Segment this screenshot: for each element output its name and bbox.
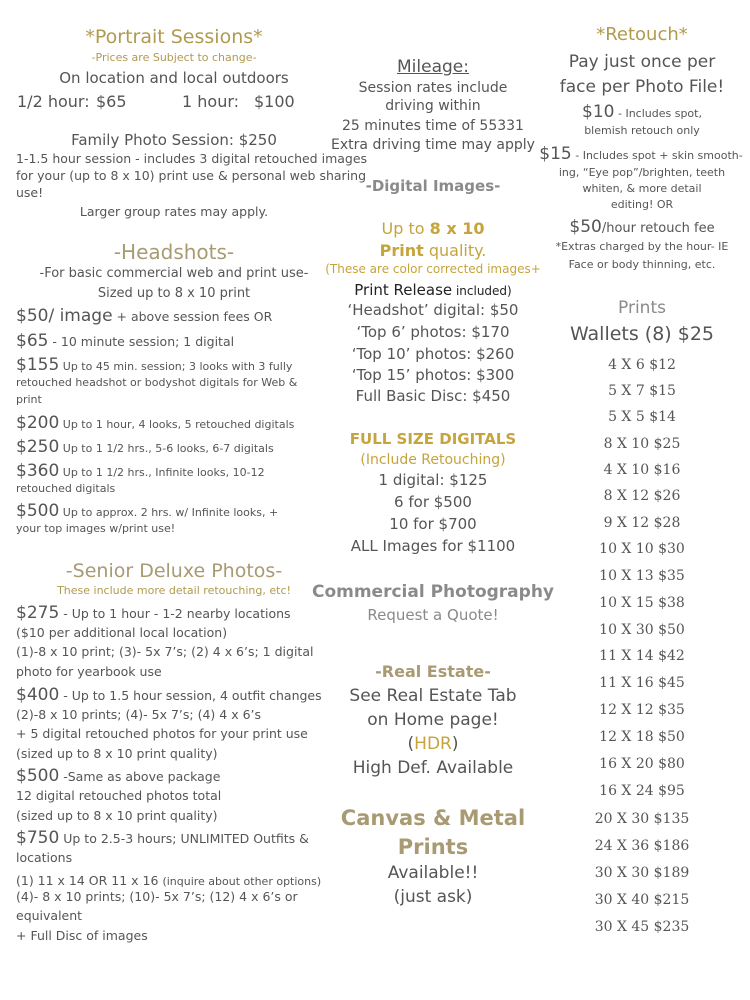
real-estate-line: See Real Estate Tab [349, 686, 517, 706]
senior-line: (sized up to 8 x 10 print quality) [16, 808, 218, 823]
retouch-line: face per Photo File! [559, 77, 725, 97]
hour-price: $100 [254, 92, 295, 111]
full-size-item: 10 for $700 [389, 515, 477, 533]
wallets: Wallets (8) $25 [569, 323, 715, 345]
senior-package: $500 -Same as above package [16, 766, 221, 786]
senior-note: These include more detail retouching, etc! [57, 584, 291, 597]
headshots-title: -Headshots- [113, 240, 235, 264]
print-item: 20 X 30 $135 [594, 811, 690, 827]
digital-item: ‘Top 10’ photos: $260 [351, 345, 515, 363]
commercial-title: Commercial Photography [311, 582, 555, 602]
print-item: 11 X 16 $45 [599, 675, 685, 691]
print-item: 10 X 10 $30 [599, 541, 685, 557]
senior-line: + Full Disc of images [16, 928, 148, 943]
senior-line: (1) 11 x 14 OR 11 x 16 (inquire about other options) [16, 873, 322, 888]
print-item: 10 X 15 $38 [599, 595, 685, 611]
print-item: 24 X 36 $186 [594, 838, 690, 854]
portrait-note: -Prices are Subject to change- [91, 51, 257, 64]
digital-item: ‘Headshot’ digital: $50 [347, 301, 519, 319]
family-desc-3: use! [16, 185, 44, 200]
retouch-option: $50/hour retouch fee [569, 217, 715, 237]
canvas-line: (just ask) [393, 887, 473, 907]
headshot-item: $500 Up to approx. 2 hrs. w/ Infinite looks, + [16, 501, 279, 521]
print-item: 11 X 14 $42 [599, 648, 685, 664]
print-item: 12 X 18 $50 [599, 729, 685, 745]
print-item: 10 X 13 $35 [599, 568, 685, 584]
headshot-item: $155 Up to 45 min. session; 3 looks with 3 fully [16, 355, 293, 375]
digital-quality: Print quality. [379, 241, 487, 260]
headshots-sub2: Sized up to 8 x 10 print [97, 286, 251, 301]
senior-line: photo for yearbook use [16, 664, 162, 679]
real-estate-line: High Def. Available [352, 758, 514, 778]
senior-line: locations [16, 850, 73, 865]
portrait-location: On location and local outdoors [59, 69, 289, 87]
print-item: 5 X 5 $14 [608, 409, 676, 425]
full-size-item: 1 digital: $125 [378, 471, 488, 489]
prints-title: Prints [618, 298, 666, 318]
print-item: 30 X 40 $215 [594, 892, 690, 908]
retouch-line: Pay just once per [568, 52, 716, 72]
mileage-line: driving within [385, 98, 481, 114]
print-item: 16 X 20 $80 [599, 756, 685, 772]
print-item: 8 X 10 $25 [603, 436, 681, 452]
retouch-extras: Face or body thinning, etc. [568, 258, 716, 271]
retouch-desc: ing, “Eye pop”/brighten, teeth [558, 166, 726, 179]
retouch-desc: editing! OR [610, 198, 674, 211]
print-item: 16 X 24 $95 [599, 783, 685, 799]
print-item: 30 X 45 $235 [594, 919, 690, 935]
hour-label: 1 hour: [182, 92, 240, 111]
headshot-item: $50/ image + above session fees OR [16, 306, 273, 326]
family-desc-2: for your (up to 8 x 10) print use & personal web sharing [16, 168, 367, 183]
real-estate-line: on Home page! [367, 710, 499, 730]
retouch-option: $10 - Includes spot, [582, 102, 702, 122]
senior-line: equivalent [16, 908, 83, 923]
print-item: 4 X 6 $12 [608, 357, 676, 373]
headshot-item-desc: retouched headshot or bodyshot digitals for Web & [16, 376, 298, 389]
senior-line: + 5 digital retouched photos for your print use [16, 726, 308, 741]
headshot-item-desc: print [16, 393, 42, 406]
full-size-note: (Include Retouching) [360, 452, 506, 468]
retouch-title: *Retouch* [596, 24, 688, 45]
senior-line: (4)- 8 x 10 prints; (10)- 5x 7’s; (12) 4 x 6’s or [16, 889, 298, 904]
retouch-desc: blemish retouch only [584, 124, 700, 137]
mileage-line: Extra driving time may apply [331, 137, 535, 153]
senior-line: (2)-8 x 10 prints; (4)- 5x 7’s; (4) 4 x 6’s [16, 707, 262, 722]
print-item: 8 X 12 $26 [603, 488, 681, 504]
commercial-sub: Request a Quote! [367, 606, 499, 624]
full-size-item: 6 for $500 [394, 493, 472, 511]
senior-line: 12 digital retouched photos total [16, 788, 222, 803]
print-item: 4 X 10 $16 [603, 462, 681, 478]
half-hour-label: 1/2 hour: [17, 92, 90, 111]
canvas-title: Canvas & Metal [340, 806, 526, 830]
senior-title: -Senior Deluxe Photos- [65, 560, 283, 582]
headshot-item: $360 Up to 1 1/2 hrs., Infinite looks, 10-12 [16, 461, 265, 481]
real-estate-title: -Real Estate- [375, 662, 491, 681]
headshots-sub1: -For basic commercial web and print use- [39, 266, 309, 281]
mileage-line: Session rates include [358, 80, 508, 96]
print-item: 5 X 7 $15 [608, 383, 676, 399]
senior-line: ($10 per additional local location) [16, 625, 228, 640]
retouch-desc: whiten, & more detail [582, 182, 702, 195]
senior-package: $400 - Up to 1.5 hour session, 4 outfit changes [16, 685, 322, 705]
headshot-item: $200 Up to 1 hour, 4 looks, 5 retouched digitals [16, 413, 295, 433]
real-estate-hdr: (HDR) [407, 734, 459, 754]
senior-package: $750 Up to 2.5-3 hours; UNLIMITED Outfits & [16, 828, 309, 848]
headshot-item: $250 Up to 1 1/2 hrs., 5-6 looks, 6-7 digitals [16, 437, 274, 457]
family-session: Family Photo Session: $250 [71, 131, 277, 149]
senior-line: (sized up to 8 x 10 print quality) [16, 746, 218, 761]
family-desc-1: 1-1.5 hour session - includes 3 digital retouched images [16, 151, 368, 166]
headshot-item-desc: your top images w/print use! [16, 522, 176, 535]
print-item: 9 X 12 $28 [603, 515, 681, 531]
full-size-title: FULL SIZE DIGITALS [349, 430, 517, 448]
digital-item: ‘Top 6’ photos: $170 [356, 323, 510, 341]
canvas-line: Available!! [387, 863, 479, 883]
print-item: 12 X 12 $35 [599, 702, 685, 718]
group-rates: Larger group rates may apply. [79, 204, 269, 219]
mileage-title: Mileage: [397, 57, 469, 77]
retouch-option: $15 - Includes spot + skin smooth- [539, 144, 743, 164]
digital-item: Full Basic Disc: $450 [355, 387, 511, 405]
canvas-title-2: Prints [397, 835, 469, 859]
print-release: Print Release included) [354, 281, 512, 299]
portrait-title: *Portrait Sessions* [85, 26, 263, 48]
retouch-extras: *Extras charged by the hour- IE [555, 240, 729, 253]
digital-item: ‘Top 15’ photos: $300 [351, 366, 515, 384]
mileage-line: 25 minutes time of 55331 [342, 118, 524, 134]
digital-size: Up to 8 x 10 [381, 219, 485, 238]
full-size-item: ALL Images for $1100 [350, 537, 516, 555]
half-hour-price: $65 [96, 92, 127, 111]
headshot-item-desc: retouched digitals [16, 482, 116, 495]
senior-package: $275 - Up to 1 hour - 1-2 nearby locations [16, 603, 291, 623]
headshot-item: $65 - 10 minute session; 1 digital [16, 331, 235, 351]
print-item: 30 X 30 $189 [594, 865, 690, 881]
digital-note: (These are color corrected images+ [325, 262, 541, 276]
senior-line: (1)-8 x 10 print; (3)- 5x 7’s; (2) 4 x 6’s; 1 digital [16, 644, 314, 659]
digital-title: -Digital Images- [365, 177, 501, 195]
print-item: 10 X 30 $50 [599, 622, 685, 638]
